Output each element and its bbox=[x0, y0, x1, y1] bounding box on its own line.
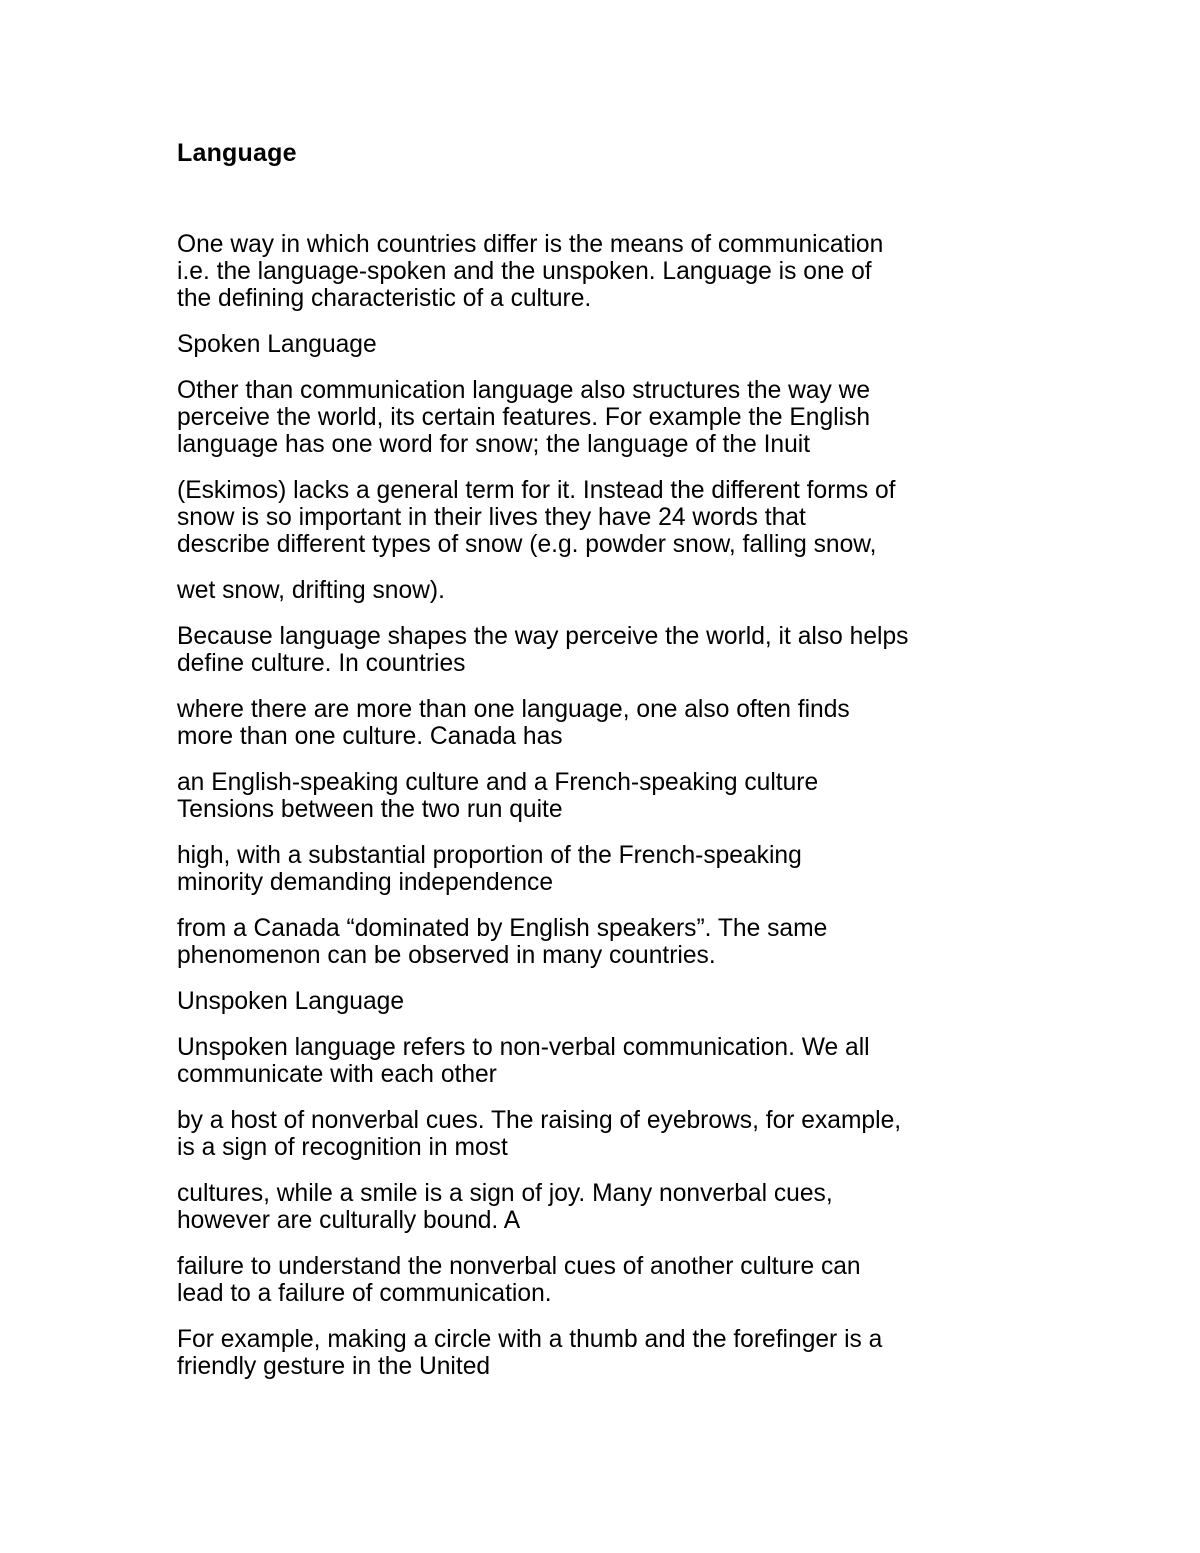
page-title: Language bbox=[177, 139, 297, 167]
document-body bbox=[177, 138, 1037, 1399]
text-line: Unspoken Language bbox=[177, 988, 404, 1015]
section-heading-spoken-language bbox=[177, 331, 1037, 358]
paragraph bbox=[177, 377, 1037, 458]
paragraph bbox=[177, 1034, 1037, 1088]
text-line: more than one culture. Canada has bbox=[177, 723, 563, 750]
text-line: is a sign of recognition in most bbox=[177, 1134, 508, 1161]
text-line: perceive the world, its certain features. For example the English bbox=[177, 404, 871, 431]
text-line: the defining characteristic of a culture. bbox=[177, 285, 592, 312]
text-line: lead to a failure of communication. bbox=[177, 1280, 552, 1307]
text-line: describe different types of snow (e.g. powder snow, falling snow, bbox=[177, 531, 877, 558]
paragraph bbox=[177, 915, 1037, 969]
text-line: by a host of nonverbal cues. The raising of eyebrows, for example, bbox=[177, 1107, 902, 1134]
paragraph bbox=[177, 1326, 1037, 1380]
text-line: Tensions between the two run quite bbox=[177, 796, 563, 823]
text-line: Spoken Language bbox=[177, 331, 377, 358]
paragraph bbox=[177, 842, 1037, 896]
paragraph bbox=[177, 1253, 1037, 1307]
text-line: i.e. the language-spoken and the unspoken. Language is one of bbox=[177, 258, 872, 285]
text-line: high, with a substantial proportion of the French-speaking bbox=[177, 842, 802, 869]
text-line: phenomenon can be observed in many countries. bbox=[177, 942, 716, 969]
paragraph bbox=[177, 696, 1037, 750]
text-line: Unspoken language refers to non-verbal communication. We all bbox=[177, 1034, 870, 1061]
text-line: define culture. In countries bbox=[177, 650, 466, 677]
text-line: friendly gesture in the United bbox=[177, 1353, 491, 1380]
paragraph bbox=[177, 231, 1037, 312]
text-line: communicate with each other bbox=[177, 1061, 497, 1088]
text-line: an English-speaking culture and a French-speaking culture bbox=[177, 769, 819, 796]
paragraph bbox=[177, 477, 1037, 558]
paragraph bbox=[177, 1107, 1037, 1161]
text-line: snow is so important in their lives they have 24 words that bbox=[177, 504, 806, 531]
text-line: wet snow, drifting snow). bbox=[177, 577, 445, 604]
text-line: language has one word for snow; the language of the Inuit bbox=[177, 431, 811, 458]
text-line: failure to understand the nonverbal cues of another culture can bbox=[177, 1253, 861, 1280]
text-line: One way in which countries differ is the means of communication bbox=[177, 231, 884, 258]
paragraph bbox=[177, 623, 1037, 677]
text-line: from a Canada “dominated by English speakers”. The same bbox=[177, 915, 828, 942]
section-heading-unspoken-language bbox=[177, 988, 1037, 1015]
text-line: where there are more than one language, one also often finds bbox=[177, 696, 850, 723]
paragraph bbox=[177, 577, 1037, 604]
text-line: however are culturally bound. A bbox=[177, 1207, 521, 1234]
paragraph bbox=[177, 769, 1037, 823]
text-line: Other than communication language also structures the way we bbox=[177, 377, 871, 404]
paragraph bbox=[177, 1180, 1037, 1234]
text-line: (Eskimos) lacks a general term for it. Instead the different forms of bbox=[177, 477, 896, 504]
text-line: For example, making a circle with a thumb and the forefinger is a bbox=[177, 1326, 883, 1353]
text-line: cultures, while a smile is a sign of joy. Many nonverbal cues, bbox=[177, 1180, 833, 1207]
text-line: minority demanding independence bbox=[177, 869, 553, 896]
text-line: Because language shapes the way perceive the world, it also helps bbox=[177, 623, 909, 650]
